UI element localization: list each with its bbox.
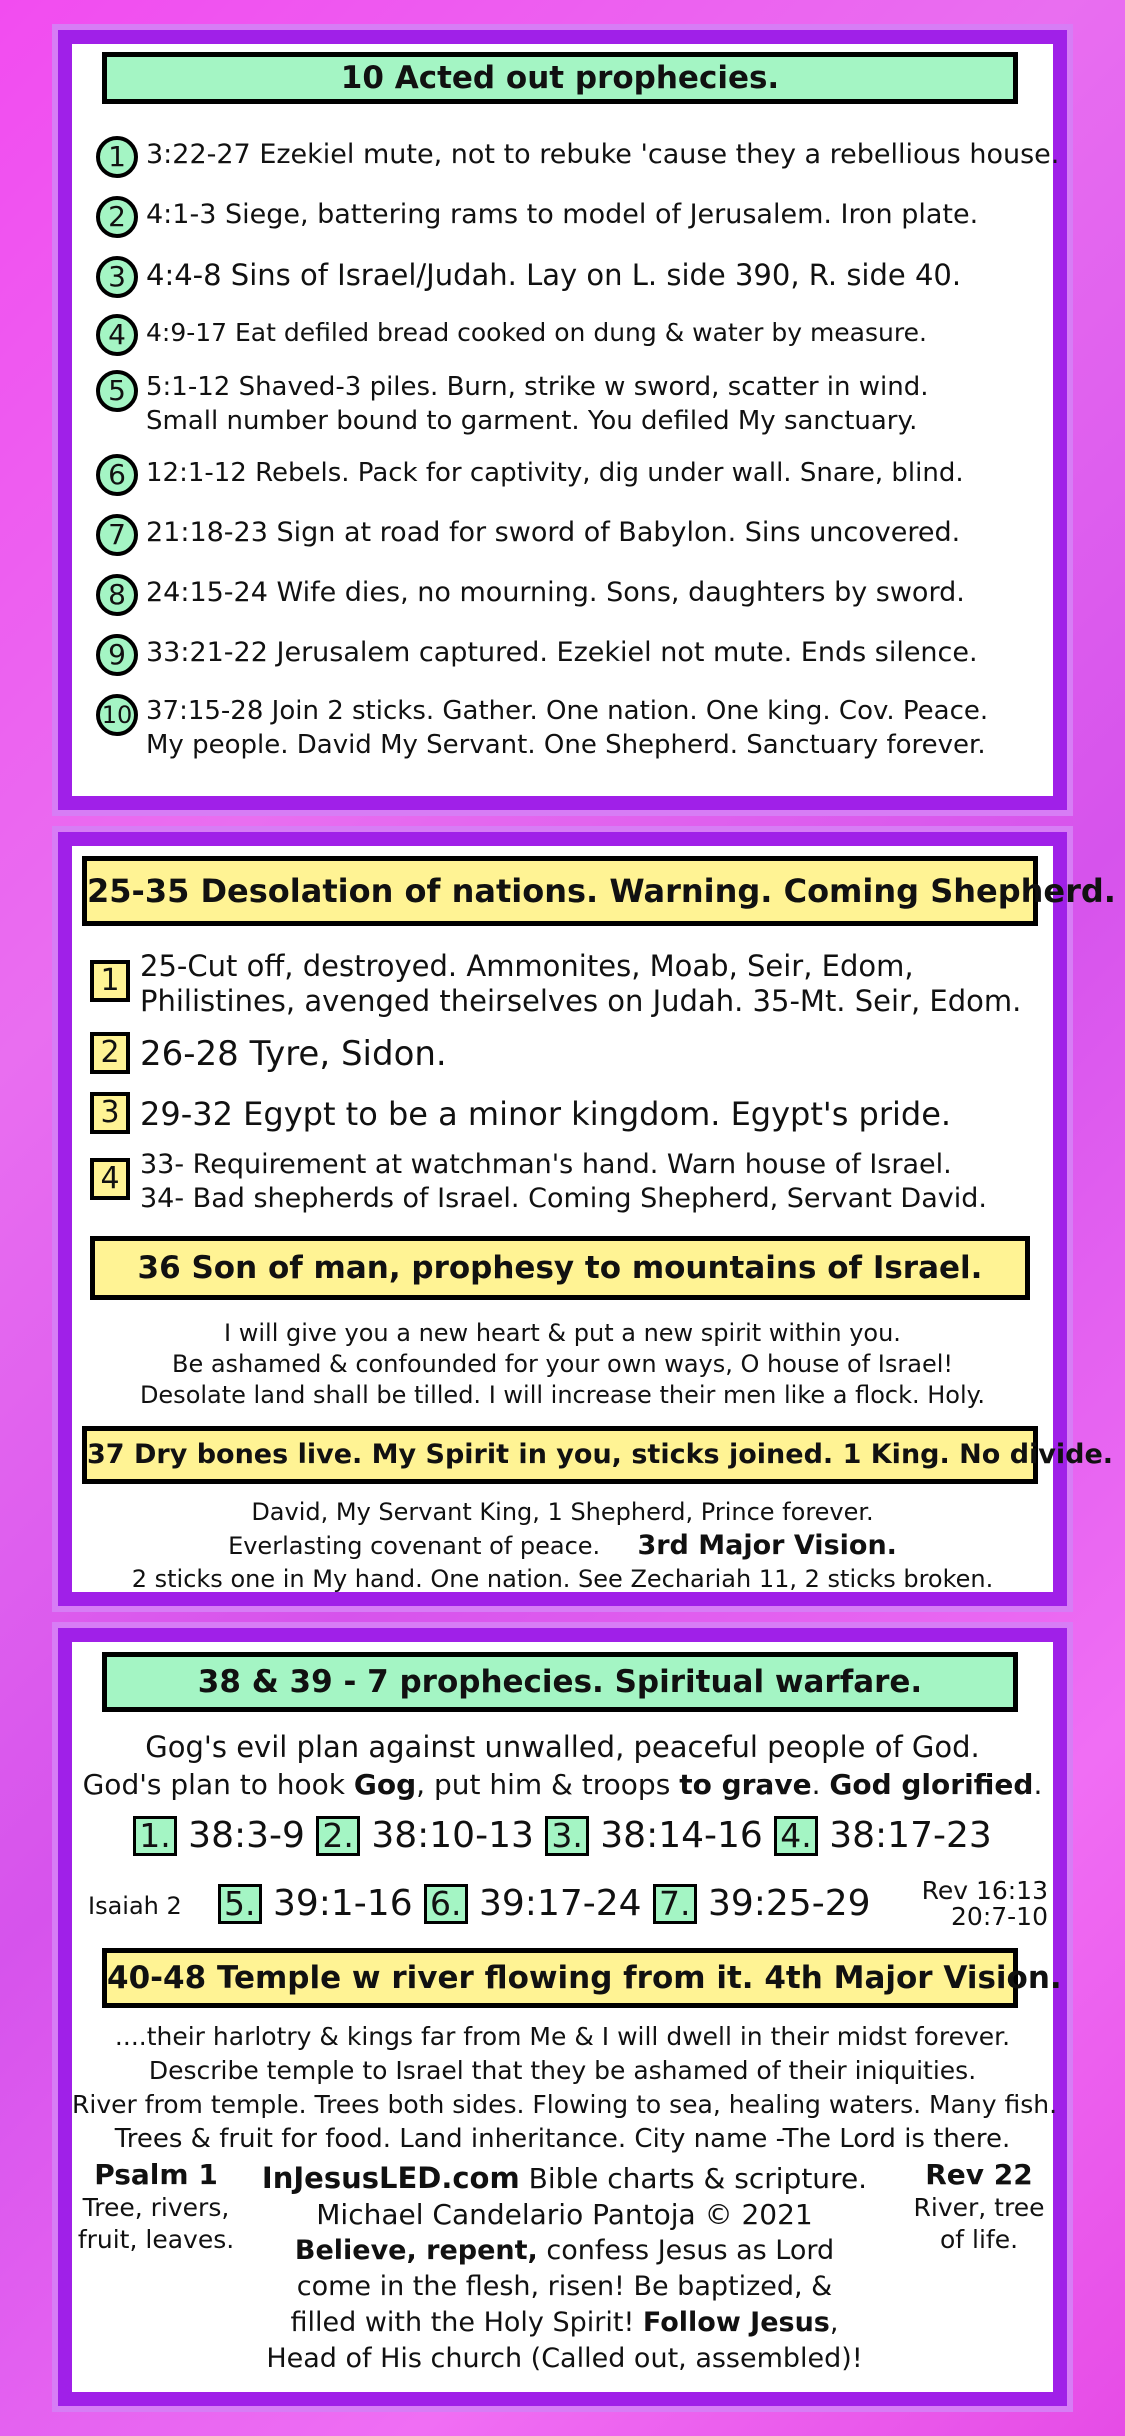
item-number: 2 <box>90 1032 130 1074</box>
prophecy-ref: 38:10-13 <box>371 1815 534 1856</box>
list-item <box>96 634 978 676</box>
item-text: 5:1-12 Shaved-3 piles. Burn, strike w sword, scatter in wind. <box>146 372 929 402</box>
item-number: 1 <box>96 136 138 178</box>
temple-title: 40-48 Temple w river flowing from it. 4th Major Vision. <box>102 1948 1018 2008</box>
temple-line: ....their harlotry & kings far from Me & I will dwell in their midst forever. <box>114 2022 1011 2051</box>
item-text: 12:1-12 Rebels. Pack for captivity, dig under wall. Snare, blind. <box>146 458 964 488</box>
item-number: 2 <box>96 196 138 238</box>
list-item <box>90 948 1021 1018</box>
gog-line-part: . <box>1033 1768 1043 1801</box>
chapter-37-line: David, My Servant King, 1 Shepherd, Prince forever. <box>251 1498 874 1526</box>
believe-repent: Believe, repent, <box>294 2235 538 2266</box>
major-vision-label: 3rd Major Vision. <box>637 1530 897 1561</box>
website-link[interactable]: InJesusLED.com <box>261 2161 520 2195</box>
prophecy-ref: 38:3-9 <box>188 1815 305 1856</box>
temple-text <box>72 2020 1058 2156</box>
list-item <box>96 196 978 238</box>
item-number: 8 <box>96 574 138 616</box>
item-text: 26-28 Tyre, Sidon. <box>140 1034 447 1074</box>
chapter-36-title: 36 Son of man, prophesy to mountains of Israel. <box>90 1236 1030 1300</box>
item-number: 10 <box>96 694 138 736</box>
rev22-title: Rev 22 <box>925 2158 1033 2191</box>
prophecy-number: 6. <box>424 1884 468 1924</box>
gog-line-part: . <box>811 1768 830 1801</box>
item-text: 4:4-8 Sins of Israel/Judah. Lay on L. side 390, R. side 40. <box>146 258 962 292</box>
temple-line: Trees & fruit for food. Land inheritance. City name -The Lord is there. <box>114 2124 1011 2154</box>
prophecy-refs-row-2 <box>88 1878 1048 1938</box>
chapter-36-line: Be ashamed & confounded for your own ways, O house of Israel! <box>171 1350 954 1378</box>
gog-line: Gog's evil plan against unwalled, peaceful people of God. <box>145 1730 980 1764</box>
temple-line: River from temple. Trees both sides. Flowing to sea, healing waters. Many fish. <box>72 2090 1058 2119</box>
item-text: 33:21-22 Jerusalem captured. Ezekiel not mute. Ends silence. <box>146 637 978 668</box>
revelation-ref-line: Rev 16:13 <box>921 1876 1048 1905</box>
item-number: 4 <box>96 314 138 356</box>
footer-line: confess Jesus as Lord <box>537 2235 835 2266</box>
footer-line: , <box>829 2307 839 2338</box>
item-text: 21:18-23 Sign at road for sword of Babylon. Sins uncovered. <box>146 517 961 548</box>
spiritual-warfare-panel <box>58 1628 1067 2406</box>
item-text: 4:1-3 Siege, battering rams to model of Jerusalem. Iron plate. <box>146 199 979 230</box>
prophecy-number: 7. <box>653 1884 697 1924</box>
follow-jesus: Follow Jesus <box>642 2307 830 2338</box>
item-text: 33- Requirement at watchman's hand. Warn house of Israel. <box>140 1149 952 1180</box>
list-item <box>90 1092 951 1136</box>
rev22-line: River, tree <box>913 2193 1045 2222</box>
temple-line: Describe temple to Israel that they be ashamed of their iniquities. <box>148 2056 977 2085</box>
website-suffix: Bible charts & scripture. <box>519 2162 868 2195</box>
item-number: 3 <box>90 1092 130 1134</box>
list-item <box>96 370 929 438</box>
list-item <box>96 314 927 356</box>
revelation-ref-line: 20:7-10 <box>951 1902 1048 1931</box>
prophecy-number: 1. <box>133 1816 177 1856</box>
chapter-37-line: Everlasting covenant of peace. <box>228 1532 601 1560</box>
desolation-title: 25-35 Desolation of nations. Warning. Coming Shepherd. <box>82 856 1038 926</box>
rev-22-note <box>909 2158 1049 2256</box>
isaiah-reference: Isaiah 2 <box>88 1892 182 1920</box>
spiritual-warfare-title: 38 & 39 - 7 prophecies. Spiritual warfare. <box>102 1652 1018 1712</box>
footer-credits <box>237 2160 892 2377</box>
item-number: 3 <box>96 256 138 298</box>
prophecy-number: 5. <box>218 1884 262 1924</box>
item-text: 25-Cut off, destroyed. Ammonites, Moab, Seir, Edom, <box>140 949 914 983</box>
psalm-title: Psalm 1 <box>94 2158 218 2191</box>
prophecy-ref: 38:17-23 <box>829 1815 992 1856</box>
item-text: 3:22-27 Ezekiel mute, not to rebuke 'cause they a rebellious house. <box>146 139 1060 170</box>
chapter-36-line: I will give you a new heart & put a new spirit within you. <box>224 1319 901 1347</box>
psalm-1-note <box>76 2158 236 2256</box>
acted-prophecies-title: 10 Acted out prophecies. <box>102 52 1018 104</box>
chapter-36-line: Desolate land shall be tilled. I will increase their men like a flock. Holy. <box>139 1381 986 1409</box>
item-number: 5 <box>96 370 138 412</box>
item-number: 1 <box>90 960 130 1002</box>
prophecy-ref: 38:14-16 <box>600 1815 763 1856</box>
chapter-37-title: 37 Dry bones live. My Spirit in you, sticks joined. 1 King. No divide. <box>82 1426 1038 1484</box>
list-item <box>96 136 1059 178</box>
desolation-panel <box>58 832 1116 1606</box>
item-number: 9 <box>96 634 138 676</box>
item-text-continued: Small number bound to garment. You defiled My sanctuary. <box>146 406 918 436</box>
list-item <box>96 514 960 556</box>
prophecy-number: 3. <box>545 1816 589 1856</box>
footer-line: come in the flesh, risen! Be baptized, & <box>296 2271 833 2302</box>
list-item <box>90 1148 987 1216</box>
list-item <box>90 1032 447 1076</box>
item-number: 4 <box>90 1158 130 1200</box>
prophecy-ref: 39:17-24 <box>479 1883 642 1924</box>
list-item <box>96 454 964 496</box>
gog-text <box>72 1728 1053 1804</box>
gog-name: Gog <box>353 1768 417 1801</box>
list-item <box>96 574 965 616</box>
prophecy-refs-row-1 <box>72 1814 1053 1858</box>
prophecy-ref: 39:1-16 <box>272 1883 413 1924</box>
acted-prophecies-panel <box>58 30 1067 810</box>
psalm-line: Tree, rivers, <box>82 2193 230 2222</box>
item-text: 24:15-24 Wife dies, no mourning. Sons, daughters by sword. <box>146 577 965 608</box>
revelation-reference <box>922 1878 1048 1930</box>
list-item <box>96 256 961 298</box>
god-glorified: God glorified <box>829 1768 1034 1801</box>
to-grave: to grave <box>679 1768 812 1801</box>
rev22-line: of life. <box>939 2225 1019 2254</box>
item-text-continued: Philistines, avenged theirselves on Judah. 35-Mt. Seir, Edom. <box>140 984 1022 1018</box>
item-text: 29-32 Egypt to be a minor kingdom. Egypt's pride. <box>140 1095 952 1133</box>
footer-line: Head of His church (Called out, assembled)! <box>266 2343 863 2374</box>
prophecy-number: 2. <box>316 1816 360 1856</box>
chapter-37-text <box>72 1496 1053 1596</box>
chapter-37-line: 2 sticks one in My hand. One nation. See Zechariah 11, 2 sticks broken. <box>131 1565 994 1593</box>
item-text: 37:15-28 Join 2 sticks. Gather. One nation. One king. Cov. Peace. <box>146 696 989 726</box>
prophecy-ref: 39:25-29 <box>707 1883 871 1924</box>
item-number: 7 <box>96 514 138 556</box>
psalm-line: fruit, leaves. <box>77 2225 235 2254</box>
item-text: 4:9-17 Eat defiled bread cooked on dung & water by measure. <box>146 318 927 347</box>
list-item <box>96 694 988 762</box>
item-number: 6 <box>96 454 138 496</box>
item-text-continued: My people. David My Servant. One Shepherd. Sanctuary forever. <box>146 730 986 760</box>
chapter-36-text <box>72 1318 1053 1411</box>
gog-line-part: God's plan to hook <box>82 1768 354 1801</box>
footer-line: filled with the Holy Spirit! <box>290 2307 643 2338</box>
prophecy-number: 4. <box>774 1816 818 1856</box>
author-credit: Michael Candelario Pantoja © 2021 <box>316 2198 813 2231</box>
item-text-continued: 34- Bad shepherds of Israel. Coming Shepherd, Servant David. <box>140 1183 987 1214</box>
gog-line-part: , put him & troops <box>416 1768 680 1801</box>
